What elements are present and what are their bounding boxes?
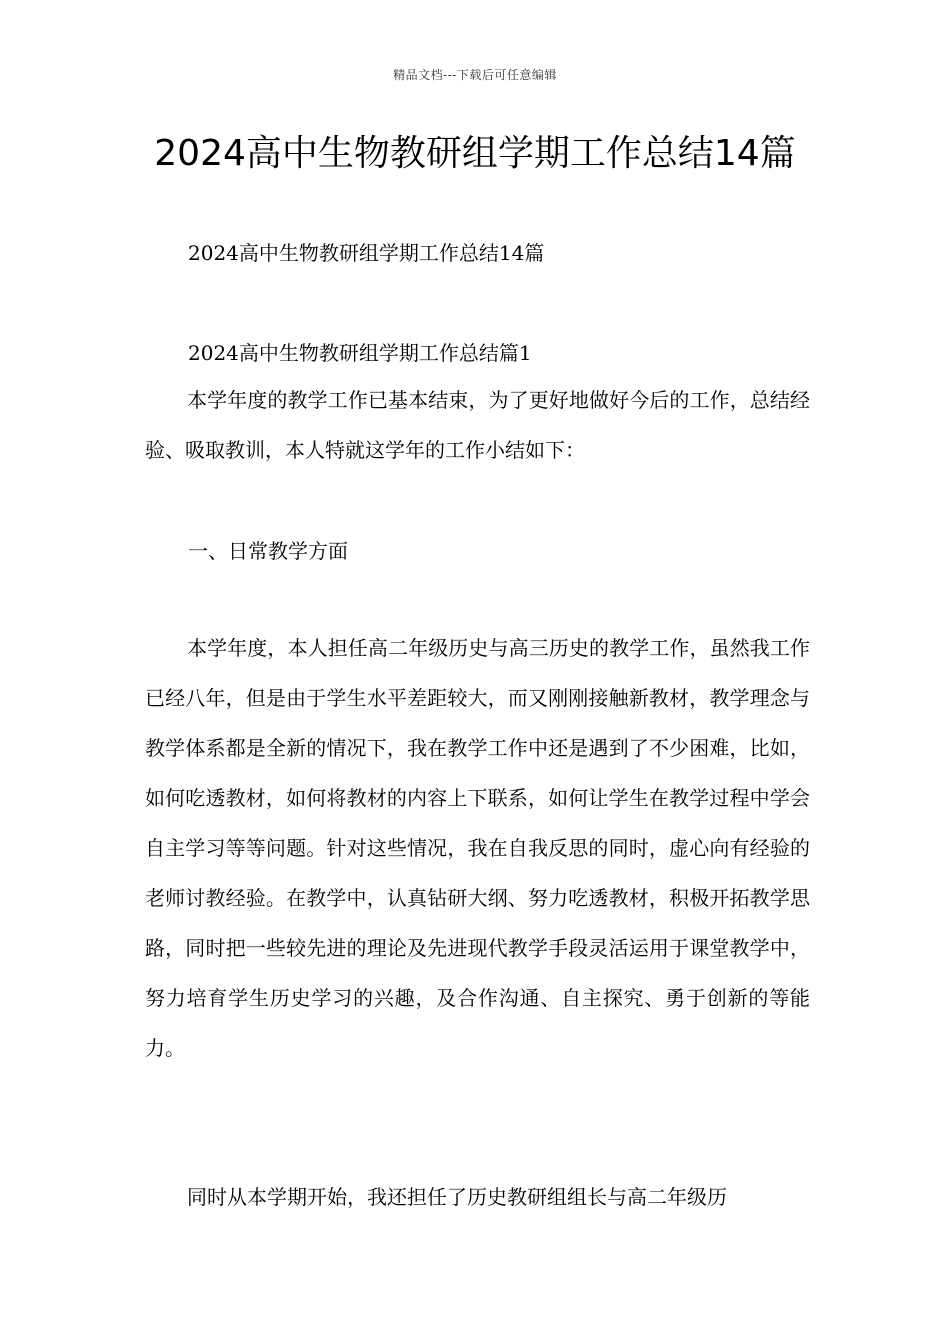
intro-paragraph: 本学年度的教学工作已基本结束，为了更好地做好今后的工作，总结经验、吸取教训，本人特就这学年的工作小结如下： (145, 388, 810, 462)
body-paragraph-continued: 同时从本学期开始，我还担任了历史教研组组长与高二年级历 (187, 1185, 727, 1209)
section-heading: 2024高中生物教研组学期工作总结篇1 (188, 341, 532, 365)
document-subtitle: 2024高中生物教研组学期工作总结14篇 (188, 241, 545, 265)
body-paragraph: 本学年度，本人担任高二年级历史与高三历史的教学工作，虽然我工作已经八年，但是由于学生水平差距较大，而又刚刚接触新教材，教学理念与教学体系都是全新的情况下，我在教学工作中还是遇到了不少困难，比如，如何吃透教材，如何将教材的内容上下联系，如何让学生在教学过程中学会自主学习等等问题。针对这些情况，我在自我反思的同时，虚心向有经验的老师讨教经验。在教学中，认真钻研大纲、努力吃透教材，积极开拓教学思路，同时把一些较先进的理论及先进现代教学手段灵活运用于课堂教学中，努力培育学生历史学习的兴趣，及合作沟通、自主探究、勇于创新的等能力。 (145, 636, 810, 1060)
part-one-heading: 一、日常教学方面 (188, 539, 348, 563)
header-note: 精品文档---下载后可任意编辑 (393, 68, 557, 82)
document-title: 2024高中生物教研组学期工作总结14篇 (154, 133, 796, 174)
